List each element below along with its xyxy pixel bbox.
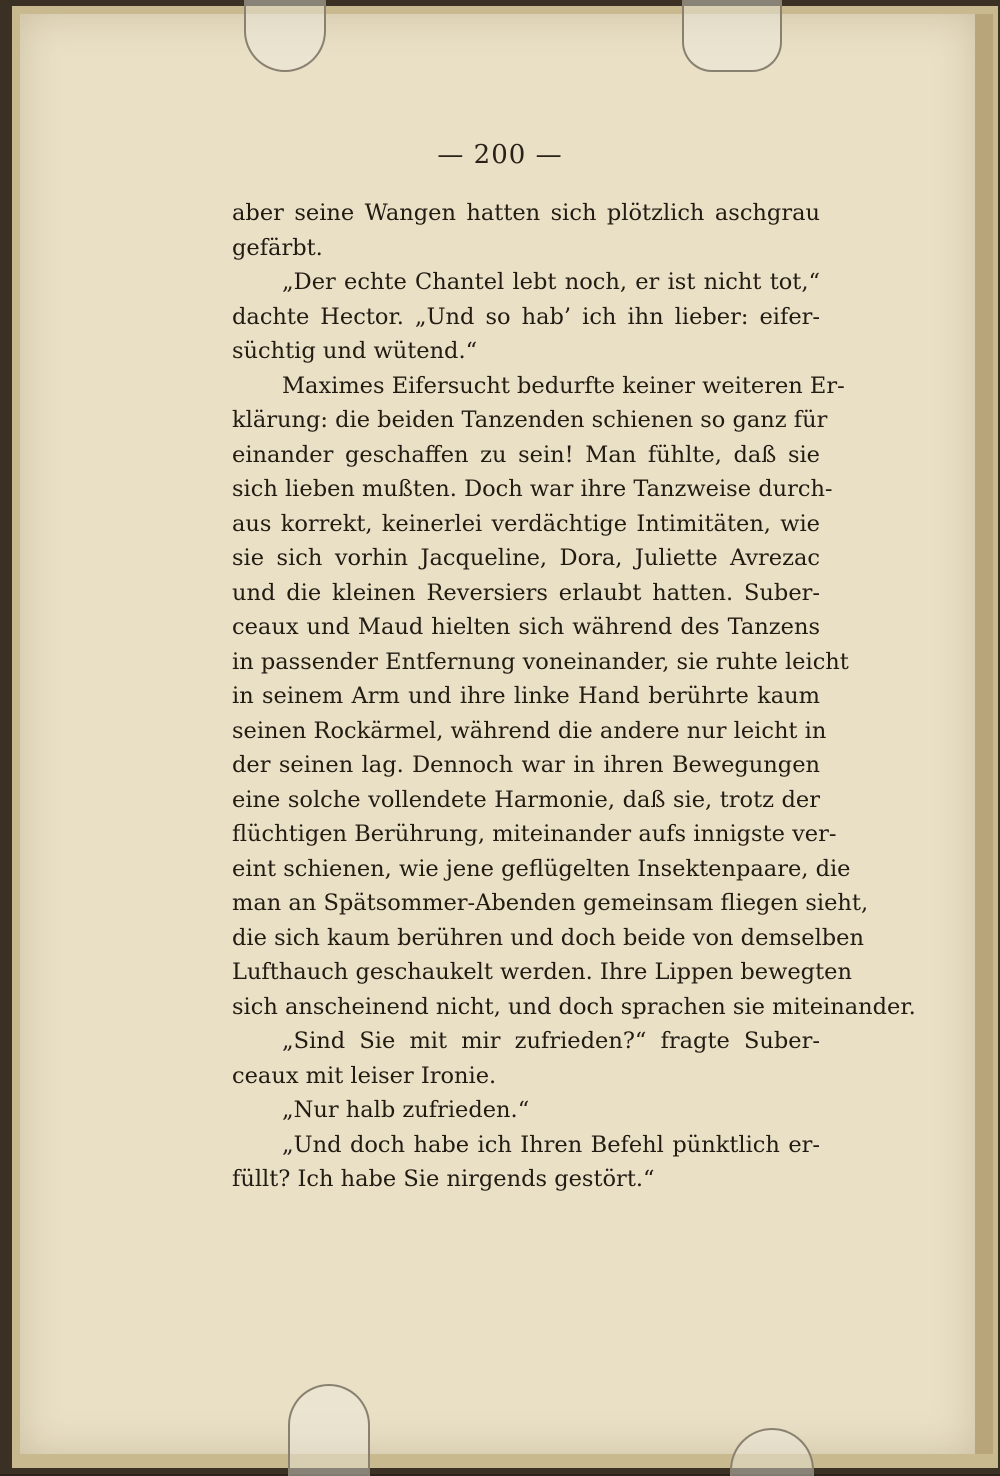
- clip-top-right: [682, 0, 782, 72]
- text-line: eint schienen, wie jene geflügelten Insektenpaare, die: [232, 855, 851, 882]
- text-line: ceaux mit leiser Ironie.: [232, 1062, 497, 1089]
- text-line: man an Spätsommer-Abenden gemeinsam fliegen sieht,: [232, 890, 869, 916]
- page-edge: [975, 14, 993, 1454]
- text-line: aus korrekt, keinerlei verdächtige Intimitäten, wie: [232, 510, 820, 537]
- text-line: „Der echte Chantel lebt noch, er ist nicht tot,“: [282, 269, 820, 295]
- body-text: [232, 196, 916, 1197]
- text-line: Lufthauch geschaukelt werden. Ihre Lippen bewegten: [232, 959, 852, 985]
- text-line: Maximes Eifersucht bedurfte keiner weiteren Er-: [282, 372, 845, 399]
- text-line: der seinen lag. Dennoch war in ihren Bewegungen: [232, 752, 820, 778]
- text-line: klärung: die beiden Tanzenden schienen so ganz für: [232, 407, 828, 433]
- text-line: ceaux und Maud hielten sich während des Tanzens: [232, 614, 820, 640]
- text-line: einander geschaffen zu sein! Man fühlte, daß sie: [232, 441, 820, 468]
- page-number: — 200 —: [437, 140, 563, 170]
- text-line: seinen Rockärmel, während die andere nur leicht in: [232, 717, 827, 744]
- text-line: sich lieben mußten. Doch war ihre Tanzweise durch-: [232, 476, 833, 502]
- text-line: gefärbt.: [232, 234, 323, 261]
- text-line: in passender Entfernung voneinander, sie ruhte leicht: [232, 648, 849, 675]
- text-line: und die kleinen Reversiers erlaubt hatten. Suber-: [232, 579, 820, 606]
- text-line: die sich kaum berühren und doch beide von demselben: [232, 924, 864, 951]
- text-line: eine solche vollendete Harmonie, daß sie, trotz der: [232, 786, 820, 813]
- text-line: sie sich vorhin Jacqueline, Dora, Juliette Avrezac: [232, 545, 820, 571]
- text-line: aber seine Wangen hatten sich plötzlich aschgrau: [232, 200, 820, 226]
- clip-bottom-left: [288, 1384, 370, 1476]
- text-line: „Sind Sie mit mir zufrieden?“ fragte Suber-: [282, 1028, 820, 1054]
- text-line: flüchtigen Berührung, miteinander aufs innigste ver-: [232, 821, 837, 847]
- text-line: dachte Hector. „Und so hab’ ich ihn lieber: eifer-: [232, 303, 820, 330]
- text-line: süchtig und wütend.“: [232, 338, 478, 364]
- text-line: in seinem Arm und ihre linke Hand berührte kaum: [232, 683, 820, 709]
- text-line: „Und doch habe ich Ihren Befehl pünktlich er-: [282, 1131, 820, 1158]
- text-line: füllt? Ich habe Sie nirgends gestört.“: [232, 1166, 655, 1192]
- text-line: sich anscheinend nicht, und doch sprachen sie miteinander.: [232, 993, 916, 1020]
- text-line: „Nur halb zufrieden.“: [282, 1097, 530, 1123]
